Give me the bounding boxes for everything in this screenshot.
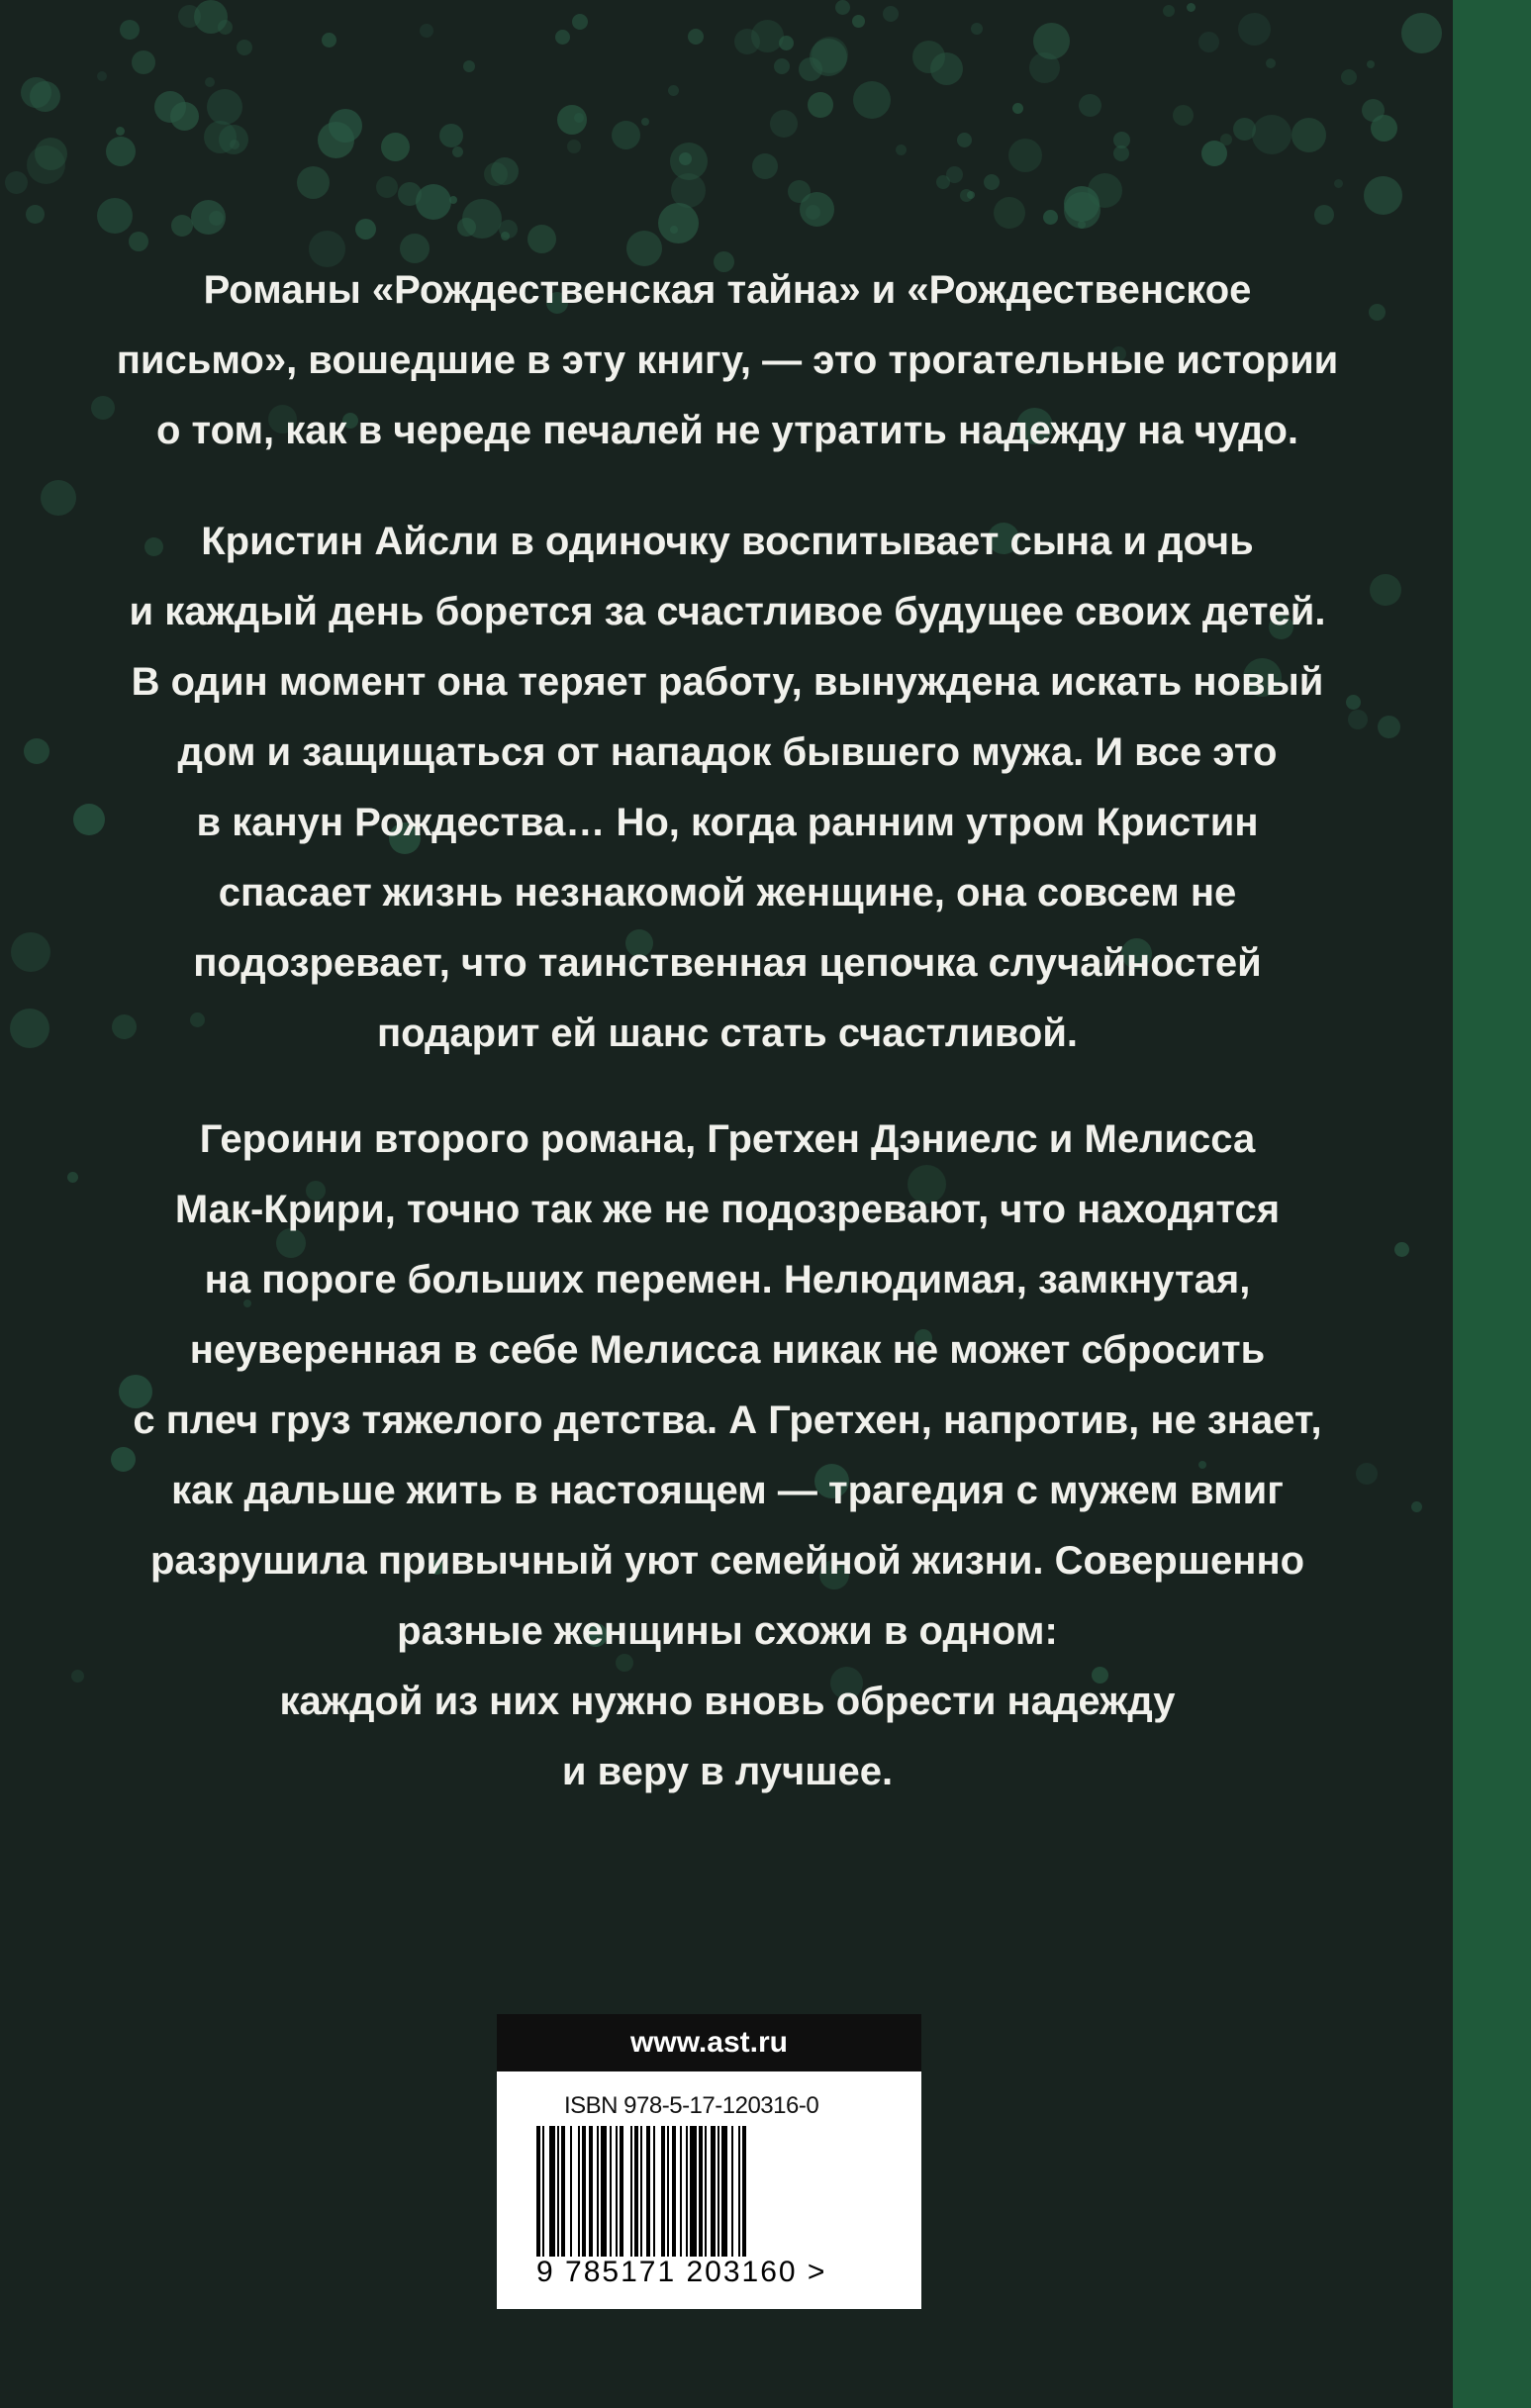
barcode-bar <box>536 2126 540 2257</box>
bokeh-dot <box>120 20 140 40</box>
bokeh-dot <box>1314 205 1334 225</box>
barcode-bar <box>721 2126 727 2257</box>
bokeh-dot <box>808 92 833 118</box>
bokeh-dot <box>457 218 476 237</box>
bokeh-dot <box>501 232 510 241</box>
bokeh-dot <box>1371 115 1397 142</box>
bokeh-dot <box>641 118 649 126</box>
text-line: и каждый день борется за счастливое будущее своих детей. <box>129 590 1326 633</box>
bokeh-dot <box>1043 210 1058 225</box>
paragraph-intro <box>69 255 1386 466</box>
barcode-bar <box>634 2126 638 2257</box>
bokeh-dot <box>957 133 972 147</box>
bokeh-dot <box>774 58 790 74</box>
barcode-bar <box>690 2126 696 2257</box>
bokeh-dot <box>237 40 252 55</box>
bokeh-dot <box>463 60 475 72</box>
barcode-bar <box>640 2126 642 2257</box>
bokeh-dot <box>132 50 155 74</box>
bokeh-dot <box>668 85 679 96</box>
bokeh-dot <box>555 30 570 45</box>
bokeh-dot <box>883 6 899 22</box>
bokeh-dot <box>5 171 28 194</box>
barcode-bar <box>653 2126 655 2257</box>
bokeh-dot <box>376 176 398 198</box>
bokeh-dot <box>35 138 67 170</box>
text-line: каждой из них нужно вновь обрести надежду <box>279 1680 1176 1723</box>
barcode-bar <box>570 2126 572 2257</box>
bokeh-dot <box>10 1009 49 1048</box>
bokeh-dot <box>30 81 60 112</box>
bokeh-dot <box>612 121 640 149</box>
text-line: спасает жизнь незнакомой женщине, она совсем не <box>218 871 1237 915</box>
barcode-bar <box>610 2126 612 2257</box>
bokeh-dot <box>1113 145 1129 161</box>
text-line: с плеч груз тяжелого детства. А Гретхен, напротив, не знает, <box>133 1398 1322 1442</box>
bokeh-dot <box>912 41 945 73</box>
bokeh-dot <box>171 215 193 237</box>
barcode-bar <box>718 2126 719 2257</box>
website-label[interactable]: www.ast.ru <box>497 2014 921 2071</box>
bokeh-dot <box>154 91 186 123</box>
bokeh-dot <box>209 211 224 226</box>
bokeh-dot <box>852 15 865 28</box>
barcode-bar <box>616 2126 618 2257</box>
bokeh-dot <box>355 219 376 240</box>
bokeh-dot <box>116 127 125 136</box>
bokeh-dot <box>1173 105 1194 126</box>
barcode-bar <box>680 2126 682 2257</box>
text-line: Мак-Крири, точно так же не подозревают, что находятся <box>174 1188 1281 1231</box>
bokeh-dot <box>770 110 798 138</box>
text-line: дом и защищаться от нападок бывшего мужа. И все это <box>177 730 1278 774</box>
bokeh-dot <box>752 153 778 179</box>
bokeh-dot <box>205 77 215 87</box>
barcode-bar <box>589 2126 593 2257</box>
text-line: как дальше жить в настоящем — трагедия с мужем вмиг <box>171 1469 1284 1512</box>
barcode-bar <box>646 2126 650 2257</box>
barcode-bar <box>561 2126 565 2257</box>
isbn-label: ISBN 978-5-17-120316-0 <box>564 2092 819 2119</box>
barcode-bar <box>630 2126 632 2257</box>
bokeh-dot <box>853 81 891 119</box>
barcode-bar <box>557 2126 559 2257</box>
bokeh-dot <box>984 174 1000 190</box>
text-line: подарит ей шанс стать счастливой. <box>376 1011 1079 1055</box>
bokeh-dot <box>420 24 433 38</box>
bokeh-dot <box>24 738 49 764</box>
bokeh-dot <box>734 29 760 54</box>
bokeh-dot <box>1252 115 1292 154</box>
bokeh-dot <box>812 37 848 73</box>
bokeh-dot <box>557 105 587 135</box>
bokeh-dot <box>994 197 1025 229</box>
text-line: Романы «Рождественская тайна» и «Рождественское <box>203 268 1252 312</box>
bokeh-dot <box>1198 32 1219 52</box>
text-line: в канун Рождества… Но, когда ранним утром Кристин <box>196 801 1259 844</box>
bokeh-dot <box>688 29 704 45</box>
barcode-bar <box>597 2126 599 2257</box>
bokeh-dot <box>1266 58 1276 68</box>
text-line: о том, как в череде печалей не утратить надежду на чудо. <box>155 409 1299 452</box>
bokeh-dot <box>1364 176 1402 215</box>
barcode-panel <box>497 2014 921 2309</box>
bokeh-dot <box>971 23 983 35</box>
barcode-bar <box>672 2126 676 2257</box>
bokeh-dot <box>439 124 463 147</box>
text-line: Кристин Айсли в одиночку воспитывает сына и дочь <box>201 520 1254 563</box>
barcode-bar <box>582 2126 586 2257</box>
barcode-bar <box>661 2126 665 2257</box>
bokeh-dot <box>1367 60 1375 68</box>
bokeh-dot <box>1163 5 1175 17</box>
bokeh-dot <box>218 20 233 35</box>
bokeh-dot <box>106 137 136 166</box>
barcode-digits: 9 785171 203160 > <box>536 2256 827 2288</box>
bokeh-dot <box>1394 1242 1409 1257</box>
barcode-bar <box>731 2126 733 2257</box>
barcode-bar <box>699 2126 703 2257</box>
bokeh-dot <box>329 109 362 143</box>
paragraph-second-novel <box>69 1105 1386 1807</box>
bokeh-dot <box>896 144 907 155</box>
bokeh-dot <box>97 71 107 81</box>
text-line: подозревает, что таинственная цепочка случайностей <box>193 941 1262 985</box>
bokeh-dot <box>800 192 834 227</box>
barcode-bars <box>536 2126 873 2257</box>
bokeh-dot <box>658 203 699 243</box>
bokeh-dot <box>835 0 850 15</box>
bokeh-dot <box>204 121 237 153</box>
bokeh-dot <box>1411 1501 1422 1512</box>
bokeh-dot <box>1064 192 1100 229</box>
bokeh-dot <box>381 133 410 161</box>
barcode-bar <box>620 2126 623 2257</box>
barcode-bar <box>711 2126 715 2257</box>
bokeh-dot <box>1187 3 1196 12</box>
bokeh-dot <box>322 33 336 48</box>
text-line: В один момент она теряет работу, вынуждена искать новый <box>131 660 1324 704</box>
bokeh-dot <box>679 152 692 165</box>
bokeh-dot <box>1401 13 1442 53</box>
bokeh-dot <box>129 232 148 251</box>
text-line: разрушила привычный уют семейной жизни. Совершенно <box>149 1539 1305 1583</box>
bokeh-dot <box>97 198 133 234</box>
bokeh-dot <box>527 225 556 253</box>
text-line: Героини второго романа, Гретхен Дэниелс и Мелисса <box>199 1117 1256 1161</box>
bokeh-dot <box>1238 13 1271 46</box>
barcode-bar <box>549 2126 555 2257</box>
bokeh-dot <box>297 166 330 199</box>
text-line: на пороге больших перемен. Нелюдимая, замкнутая, <box>204 1258 1251 1301</box>
bokeh-dot <box>398 182 422 206</box>
bokeh-dot <box>1008 139 1042 172</box>
bokeh-dot <box>26 205 45 224</box>
bokeh-dot <box>1334 179 1343 188</box>
barcode-bar <box>578 2126 580 2257</box>
bokeh-dot <box>1341 69 1357 85</box>
barcode-bar <box>742 2126 746 2257</box>
text-line: и веру в лучшее. <box>561 1750 894 1793</box>
barcode-bar <box>542 2126 544 2257</box>
bokeh-dot <box>1012 103 1023 114</box>
bokeh-dot <box>1292 118 1326 152</box>
spine-strip <box>1453 0 1531 2408</box>
text-line: неуверенная в себе Мелисса никак не может сбросить <box>189 1328 1266 1372</box>
barcode-bar <box>705 2126 707 2257</box>
bokeh-dot <box>1201 141 1227 166</box>
bokeh-dot <box>1029 52 1060 83</box>
barcode-bar <box>601 2126 607 2257</box>
bokeh-dot <box>946 166 963 183</box>
text-line: разные женщины схожи в одном: <box>397 1609 1058 1653</box>
bokeh-dot <box>484 162 508 186</box>
bokeh-dot <box>11 932 50 972</box>
bokeh-dot <box>207 89 242 125</box>
barcode-bar <box>667 2126 669 2257</box>
text-line: письмо», вошедшие в эту книгу, — это трогательные истории <box>116 338 1339 382</box>
paragraph-first-novel <box>69 507 1386 1069</box>
bokeh-dot <box>1079 94 1101 117</box>
barcode-bar <box>686 2126 688 2257</box>
barcode-bar <box>738 2126 740 2257</box>
bokeh-dot <box>567 140 581 153</box>
bokeh-dot <box>452 146 463 157</box>
bokeh-dot <box>572 14 588 30</box>
bokeh-dot <box>967 191 975 199</box>
